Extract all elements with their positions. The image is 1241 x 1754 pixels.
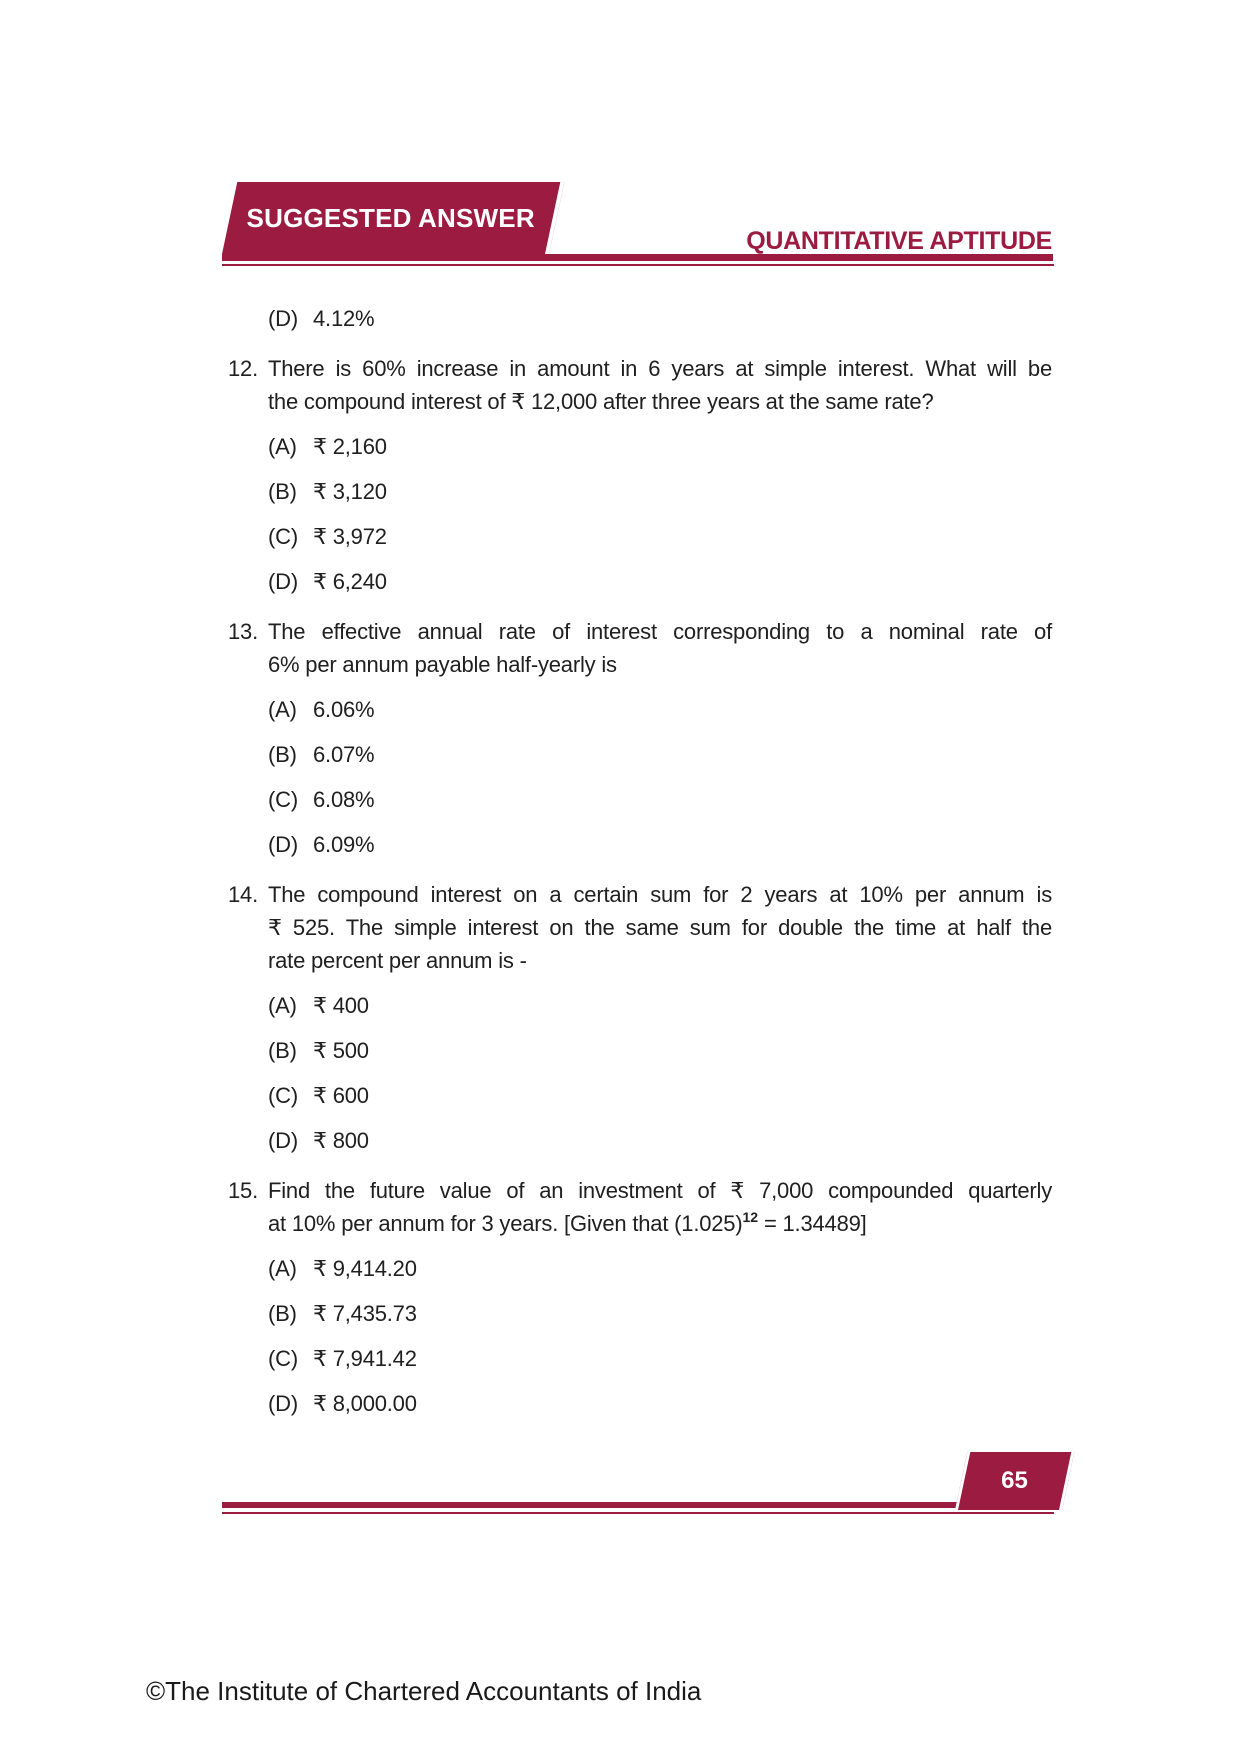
carryover-option-label: (D) [268,306,298,331]
question-15-line-2-post: = 1.34489] [758,1210,867,1236]
question-13-number: 13. [228,618,258,644]
question-12-option-A [268,432,1052,462]
question-15 [228,1174,1052,1420]
carryover-option-value: 4.12% [313,306,375,331]
question-14-option-D-value: ₹ 800 [313,1128,369,1153]
question-14-option-A-value: ₹ 400 [313,993,369,1018]
question-14-option-C-label: (C) [268,1083,298,1108]
question-12-line-1: There is 60% increase in amount in 6 years at simple interest. What will be [268,355,1052,381]
questions-area [228,304,1052,1419]
question-15-option-C [268,1344,1052,1374]
question-12-line-2: the compound interest of ₹ 12,000 after three years at the same rate? [268,388,934,414]
question-13-option-A-value: 6.06% [313,697,375,722]
question-12-option-D-value: ₹ 6,240 [313,569,387,594]
question-12-option-C [268,522,1052,552]
question-15-option-C-label: (C) [268,1346,298,1371]
question-15-option-A-label: (A) [268,1256,297,1281]
question-14-option-C [268,1081,1052,1111]
question-12-option-B-label: (B) [268,479,297,504]
question-15-line-1: Find the future value of an investment of ₹ 7,000 compounded quarterly [268,1177,1052,1203]
question-12-option-C-value: ₹ 3,972 [313,524,387,549]
question-15-option-D [268,1389,1052,1419]
question-13-option-D [268,830,1052,860]
header-rule-thin [222,264,1054,267]
question-14-line-3: rate percent per annum is - [268,947,527,973]
question-12-option-D-label: (D) [268,569,298,594]
question-14-option-D-label: (D) [268,1128,298,1153]
question-13-option-C-value: 6.08% [313,787,375,812]
question-12-option-C-label: (C) [268,524,298,549]
question-15-line-2 [268,1207,1052,1240]
banner-title: SUGGESTED ANSWER [247,202,536,233]
question-13-line-2: 6% per annum payable half-yearly is [268,651,617,677]
question-15-text [268,1174,1052,1240]
question-12-option-B [268,477,1052,507]
question-15-option-B-value: ₹ 7,435.73 [313,1301,417,1326]
question-14-row [228,878,1052,977]
question-14-text [268,878,1052,977]
question-13-text [268,615,1052,681]
question-12 [228,352,1052,598]
question-15-option-D-value: ₹ 8,000.00 [313,1391,417,1416]
question-13-option-B-value: 6.07% [313,742,375,767]
question-13-option-C [268,785,1052,815]
question-12-option-D [268,567,1052,597]
question-13-option-A-label: (A) [268,697,297,722]
question-14-line-2: ₹ 525. The simple interest on the same sum for double the time at half the [268,914,1052,940]
question-13-option-B [268,740,1052,770]
question-15-option-B [268,1299,1052,1329]
question-13 [228,615,1052,861]
question-13-option-C-label: (C) [268,787,298,812]
question-14-option-B [268,1036,1052,1066]
question-14-line-1: The compound interest on a certain sum for 2 years at 10% per annum is [268,881,1052,907]
subject-title: QUANTITATIVE APTITUDE [746,227,1052,255]
question-12-row [228,352,1052,418]
question-13-option-A [268,695,1052,725]
question-15-option-A [268,1254,1052,1284]
footer-rule-thin [222,1512,1054,1515]
carryover-option [268,304,1052,334]
question-14-option-C-value: ₹ 600 [313,1083,369,1108]
question-13-row [228,615,1052,681]
copyright-footer: ©The Institute of Chartered Accountants of India [146,1676,702,1706]
question-12-option-B-value: ₹ 3,120 [313,479,387,504]
question-13-line-1: The effective annual rate of interest corresponding to a nominal rate of [268,618,1052,644]
question-14-number: 14. [228,881,258,907]
question-14-option-B-label: (B) [268,1038,297,1063]
question-12-option-A-label: (A) [268,434,297,459]
question-15-exponent: 12 [742,1208,759,1225]
question-14 [228,878,1052,1157]
page-number-box [955,1452,1074,1510]
question-13-option-D-label: (D) [268,832,298,857]
question-15-option-A-value: ₹ 9,414.20 [313,1256,417,1281]
question-14-option-D [268,1126,1052,1156]
suggested-answer-banner [222,182,564,254]
question-12-number: 12. [228,355,258,381]
question-14-option-A [268,991,1052,1021]
question-15-option-D-label: (D) [268,1391,298,1416]
footer-rule-thick [222,1502,1053,1509]
question-14-option-B-value: ₹ 500 [313,1038,369,1063]
question-15-option-B-label: (B) [268,1301,297,1326]
question-13-option-D-value: 6.09% [313,832,375,857]
question-13-option-B-label: (B) [268,742,297,767]
question-15-row [228,1174,1052,1240]
question-12-text [268,352,1052,418]
question-15-line-2-pre: at 10% per annum for 3 years. [Given that (1.025) [268,1210,743,1236]
page-number: 65 [1001,1467,1029,1494]
question-15-option-C-value: ₹ 7,941.42 [313,1346,417,1371]
question-12-option-A-value: ₹ 2,160 [313,434,387,459]
question-14-option-A-label: (A) [268,993,297,1018]
question-15-number: 15. [228,1177,258,1203]
